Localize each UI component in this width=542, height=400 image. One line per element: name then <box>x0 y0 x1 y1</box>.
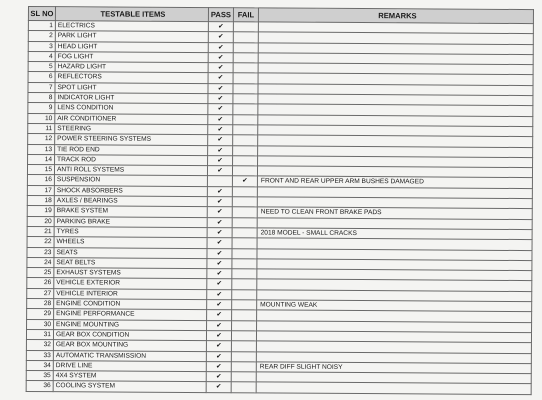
row-pass-check: ✔ <box>208 145 233 155</box>
row-sl-no: 24 <box>27 257 54 267</box>
row-sl-no: 29 <box>27 309 54 319</box>
row-fail-check <box>232 166 257 176</box>
row-fail-check <box>233 53 258 63</box>
row-sl-no: 1 <box>28 21 55 31</box>
row-fail-check <box>231 341 256 351</box>
row-fail-check <box>233 125 258 135</box>
row-pass-check: ✔ <box>206 331 231 341</box>
row-pass-check: ✔ <box>207 207 232 217</box>
row-item: WHEELS <box>54 237 207 248</box>
row-sl-no: 31 <box>26 329 53 339</box>
row-fail-check <box>233 145 258 155</box>
row-item: SHOCK ABSORBERS <box>54 185 207 196</box>
row-sl-no: 9 <box>28 103 55 113</box>
row-item: VEHICLE EXTERIOR <box>54 278 207 289</box>
row-fail-check <box>232 289 257 299</box>
row-fail-check <box>232 197 257 207</box>
row-item: VEHICLE INTERIOR <box>54 288 207 299</box>
row-remarks: FRONT AND REAR UPPER ARM BUSHES DAMAGED <box>257 176 532 188</box>
row-sl-no: 7 <box>28 82 55 92</box>
row-sl-no: 23 <box>27 247 54 257</box>
row-item: SEATS <box>54 247 207 258</box>
row-sl-no: 25 <box>27 268 54 278</box>
table-body <box>26 21 533 395</box>
row-sl-no: 34 <box>26 360 53 370</box>
row-pass-check: ✔ <box>208 135 233 145</box>
row-pass-check: ✔ <box>208 22 233 32</box>
row-sl-no: 22 <box>27 237 54 247</box>
row-pass-check: ✔ <box>207 269 232 279</box>
row-item: TIE ROD END <box>55 144 208 155</box>
row-sl-no: 2 <box>28 31 55 41</box>
row-sl-no: 10 <box>28 113 55 123</box>
row-pass-check: ✔ <box>207 320 232 330</box>
row-pass-check: ✔ <box>207 217 232 227</box>
header-pass: PASS <box>208 8 233 22</box>
row-sl-no: 28 <box>27 299 54 309</box>
row-fail-check <box>233 156 258 166</box>
row-item: AXLES / BEARINGS <box>54 196 207 207</box>
row-fail-check <box>232 320 257 330</box>
row-pass-check: ✔ <box>206 351 231 361</box>
row-fail-check <box>233 22 258 32</box>
row-item: ELECTRICS <box>55 21 208 32</box>
row-item: HAZARD LIGHT <box>55 62 208 73</box>
row-pass-check <box>207 176 232 186</box>
row-remarks <box>256 382 531 394</box>
row-fail-check <box>232 248 257 258</box>
row-fail-check <box>232 310 257 320</box>
row-fail-check <box>233 32 258 42</box>
row-fail-check <box>233 73 258 83</box>
row-item: POWER STEERING SYSTEMS <box>55 134 208 145</box>
row-pass-check: ✔ <box>207 279 232 289</box>
row-sl-no: 33 <box>26 350 53 360</box>
row-fail-check <box>232 187 257 197</box>
row-pass-check: ✔ <box>207 300 232 310</box>
row-pass-check: ✔ <box>208 155 233 165</box>
row-pass-check: ✔ <box>208 125 233 135</box>
inspection-checklist-sheet <box>26 6 534 395</box>
header-fail: FAIL <box>233 8 258 22</box>
row-item: COOLING SYSTEM <box>53 381 206 392</box>
row-remarks: REAR DIFF SLIGHT NOISY <box>256 362 531 374</box>
row-pass-check: ✔ <box>207 310 232 320</box>
row-item: ENGINE CONDITION <box>54 299 207 310</box>
row-fail-check <box>231 351 256 361</box>
row-fail-check <box>232 300 257 310</box>
header-sl-no: SL NO <box>28 7 55 21</box>
row-remarks: 2018 MODEL - SMALL CRACKS <box>257 228 532 240</box>
row-sl-no: 6 <box>28 72 55 82</box>
row-item: ANTI ROLL SYSTEMS <box>54 165 207 176</box>
table-row <box>26 381 531 394</box>
row-remarks: MOUNTING WEAK <box>257 300 532 312</box>
row-sl-no: 5 <box>28 62 55 72</box>
row-fail-check <box>233 114 258 124</box>
row-sl-no: 20 <box>27 216 54 226</box>
row-pass-check: ✔ <box>206 372 231 382</box>
row-sl-no: 21 <box>27 226 54 236</box>
row-fail-check <box>232 269 257 279</box>
row-sl-no: 15 <box>27 165 54 175</box>
row-fail-check: ✔ <box>232 176 257 186</box>
row-sl-no: 35 <box>26 371 53 381</box>
row-sl-no: 19 <box>27 206 54 216</box>
row-fail-check <box>233 84 258 94</box>
row-pass-check: ✔ <box>206 341 231 351</box>
row-fail-check <box>232 279 257 289</box>
row-item: FOG LIGHT <box>55 52 208 63</box>
row-pass-check: ✔ <box>208 104 233 114</box>
row-fail-check <box>231 331 256 341</box>
row-sl-no: 36 <box>26 381 53 391</box>
row-pass-check: ✔ <box>208 32 233 42</box>
row-item: ENGINE PERFORMANCE <box>54 309 207 320</box>
row-item: AIR CONDITIONER <box>55 113 208 124</box>
row-pass-check: ✔ <box>208 83 233 93</box>
row-item: 4X4 SYSTEM <box>53 371 206 382</box>
row-sl-no: 3 <box>28 41 55 51</box>
row-item: AUTOMATIC TRANSMISSION <box>53 350 206 361</box>
row-item: SPOT LIGHT <box>55 82 208 93</box>
row-sl-no: 12 <box>28 134 55 144</box>
row-sl-no: 14 <box>28 154 55 164</box>
row-item: HEAD LIGHT <box>55 41 208 52</box>
row-pass-check: ✔ <box>208 94 233 104</box>
header-remarks: REMARKS <box>258 8 533 24</box>
row-fail-check <box>233 94 258 104</box>
row-item: BRAKE SYSTEM <box>54 206 207 217</box>
row-remarks: NEED TO CLEAN FRONT BRAKE PADS <box>257 207 532 219</box>
row-item: GEAR BOX MOUNTING <box>53 340 206 351</box>
row-sl-no: 18 <box>27 196 54 206</box>
row-sl-no: 27 <box>27 288 54 298</box>
row-pass-check: ✔ <box>208 42 233 52</box>
row-fail-check <box>231 382 256 392</box>
row-fail-check <box>233 42 258 52</box>
row-sl-no: 30 <box>27 319 54 329</box>
row-fail-check <box>231 362 256 372</box>
inspection-table <box>26 6 534 395</box>
row-item: STEERING <box>55 124 208 135</box>
row-pass-check: ✔ <box>208 114 233 124</box>
row-fail-check <box>232 228 257 238</box>
row-pass-check: ✔ <box>207 166 232 176</box>
row-item: SUSPENSION <box>54 175 207 186</box>
row-pass-check: ✔ <box>208 73 233 83</box>
row-item: TRACK ROD <box>55 155 208 166</box>
row-sl-no: 13 <box>28 144 55 154</box>
row-item: ENGINE MOUNTING <box>54 319 207 330</box>
row-item: PARKING BRAKE <box>54 216 207 227</box>
row-item: DRIVE LINE <box>53 360 206 371</box>
row-fail-check <box>232 207 257 217</box>
row-item: PARK LIGHT <box>55 31 208 42</box>
row-fail-check <box>233 63 258 73</box>
row-pass-check: ✔ <box>207 248 232 258</box>
row-pass-check: ✔ <box>207 238 232 248</box>
row-fail-check <box>233 104 258 114</box>
row-item: GEAR BOX CONDITION <box>53 330 206 341</box>
row-pass-check: ✔ <box>207 228 232 238</box>
row-sl-no: 4 <box>28 51 55 61</box>
row-pass-check: ✔ <box>208 63 233 73</box>
row-pass-check: ✔ <box>208 52 233 62</box>
row-pass-check: ✔ <box>207 186 232 196</box>
row-pass-check: ✔ <box>206 382 231 392</box>
row-item: LENS CONDITION <box>55 103 208 114</box>
row-sl-no: 16 <box>27 175 54 185</box>
row-sl-no: 11 <box>28 123 55 133</box>
row-item: INDICATOR LIGHT <box>55 93 208 104</box>
row-fail-check <box>231 372 256 382</box>
header-testable-items: TESTABLE ITEMS <box>55 7 208 22</box>
row-item: SEAT BELTS <box>54 257 207 268</box>
row-item: TYRES <box>54 227 207 238</box>
row-sl-no: 32 <box>26 340 53 350</box>
row-sl-no: 17 <box>27 185 54 195</box>
row-fail-check <box>232 238 257 248</box>
row-pass-check: ✔ <box>207 289 232 299</box>
row-fail-check <box>232 259 257 269</box>
row-fail-check <box>233 135 258 145</box>
row-sl-no: 8 <box>28 93 55 103</box>
row-fail-check <box>232 217 257 227</box>
row-pass-check: ✔ <box>206 361 231 371</box>
row-pass-check: ✔ <box>207 258 232 268</box>
row-item: EXHAUST SYSTEMS <box>54 268 207 279</box>
row-sl-no: 26 <box>27 278 54 288</box>
row-item: REFLECTORS <box>55 72 208 83</box>
row-pass-check: ✔ <box>207 197 232 207</box>
